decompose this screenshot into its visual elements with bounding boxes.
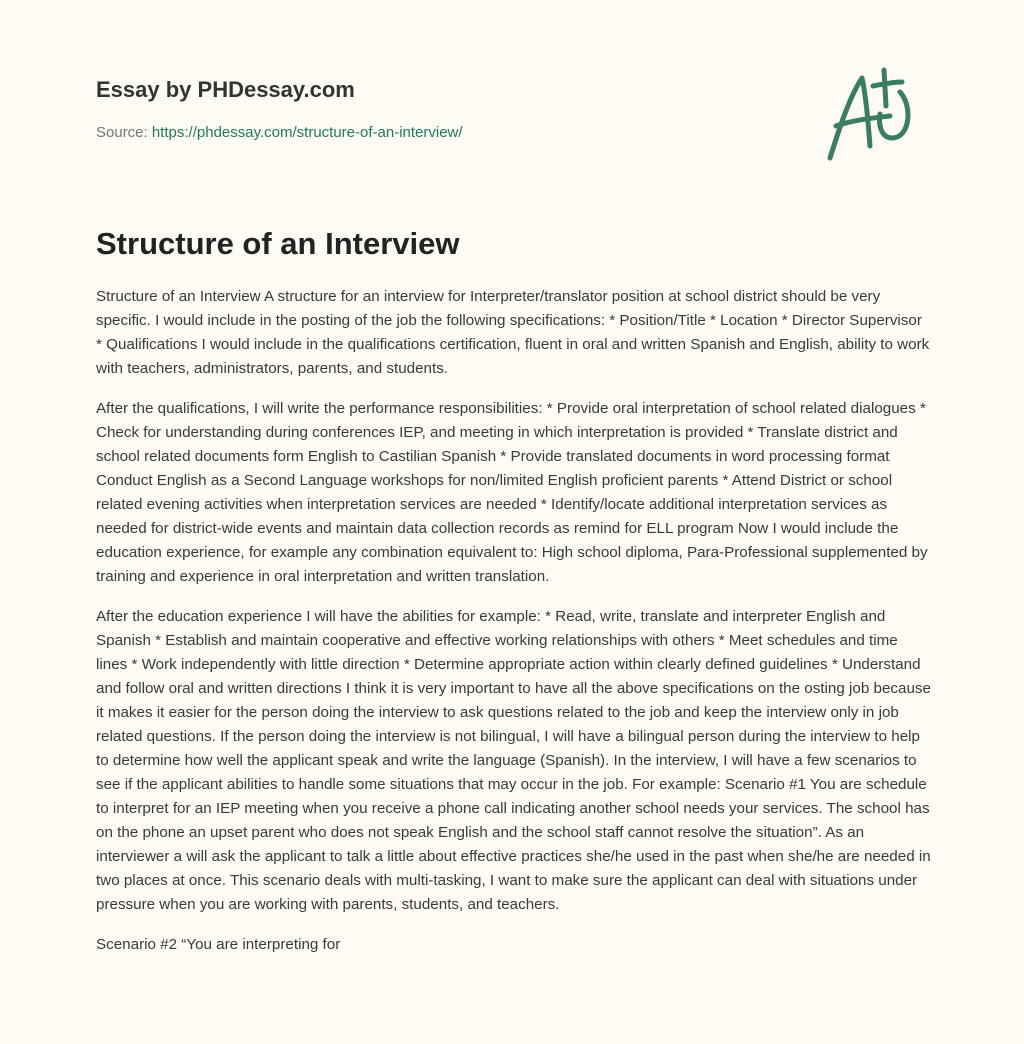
source-label: Source: bbox=[96, 124, 148, 141]
article-title: Structure of an Interview bbox=[96, 226, 460, 261]
paragraph: After the education experience I will have the abilities for example: * Read, write, translate and interpreter English and Spanish * Establish and maintain cooperative and effective working relationships with others * Meet schedules and time lines * Work independently with little direction * Determine appropriate action within clearly defined guidelines * Understand and follow oral and written directions I think it is very important to have all the above specifications on the osting job because it makes it easier for the person doing the interview to ask questions related to the job and keep the interview only in job related questions. If the person doing the interview is not bilingual, I will have a bilingual person during the interview to help to determine how well the applicant speak and write the language (Spanish). In the interview, I will have a few scenarios to see if the applicant abilities to handle some situations that may occur in the job. For example: Scenario #1 You are schedule to interpret for an IEP meeting when you receive a phone call indicating another school needs your services. The school has on the phone an upset parent who does not speak English and the school staff cannot resolve the situation”. As an interviewer a will ask the applicant to talk a little about effective practices she/he used in the past when she/he are needed in two places at once. This scenario deals with multi-tasking, I want to make sure the applicant can deal with situations under pressure when you are working with parents, students, and teachers. bbox=[96, 608, 931, 913]
source-link[interactable]: https://phdessay.com/structure-of-an-interview/ bbox=[151, 124, 463, 141]
a-plus-logo-icon bbox=[818, 66, 928, 166]
article-body bbox=[96, 285, 932, 973]
paragraph: Scenario #2 “You are interpreting for bbox=[96, 936, 341, 953]
source-line bbox=[96, 124, 463, 141]
paragraph: After the qualifications, I will write the performance responsibilities: * Provide oral interpretation of school related dialogues * Check for understanding during conferences IEP, and meeting in which interpretation is provided * Translate district and school related documents form English to Castilian Spanish * Provide translated documents in word processing format Conduct English as a Second Language workshops for non/limited English proficient parents * Attend District or school related evening activities when interpretation services are needed * Identify/locate additional interpretation services as needed for district-wide events and maintain data collection records as remind for ELL program Now I would include the education experience, for example any combination equivalent to: High school diploma, Para-Professional supplemented by training and experience in oral interpretation and written translation. bbox=[96, 400, 928, 585]
paragraph: Structure of an Interview A structure for an interview for Interpreter/translator position at school district should be very specific. I would include in the posting of the job the following specifications: * Position/Title * Location * Director Supervisor * Qualifications I would include in the qualifications certification, fluent in oral and written Spanish and English, ability to work with teachers, administrators, parents, and students. bbox=[96, 288, 930, 377]
site-brand: Essay by PHDessay.com bbox=[96, 77, 355, 102]
